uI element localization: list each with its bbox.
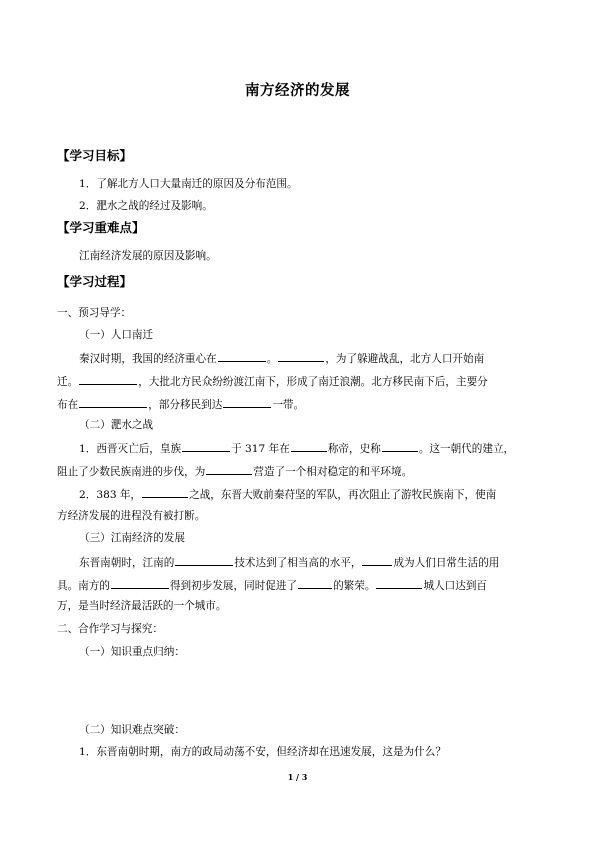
- question-1: 1．东晋南朝时期，南方的政局动荡不安，但经济却在迅速发展，这是为什么？: [79, 746, 446, 758]
- fill-blank[interactable]: [298, 577, 332, 589]
- section-heading-process: 【学习过程】: [57, 274, 133, 289]
- text-fragment: ，部分移民到达: [148, 399, 223, 411]
- text-fragment: 迁。: [57, 376, 79, 388]
- migration-line-2: [57, 373, 488, 389]
- migration-line-1: [79, 350, 484, 366]
- text-fragment: 城人口达到百: [423, 580, 488, 592]
- text-fragment: 的繁荣。: [333, 580, 376, 592]
- fill-blank[interactable]: [278, 350, 324, 362]
- text-fragment: 阻止了少数民族南进的步伐，为: [57, 466, 206, 478]
- text-fragment: 于 317 年在: [231, 443, 290, 455]
- text-fragment: 具。南方的: [57, 580, 110, 592]
- fill-blank[interactable]: [362, 554, 392, 566]
- subsection-title-migration: （一）人口南迁: [79, 329, 154, 341]
- fill-blank[interactable]: [111, 577, 169, 589]
- goal-item-1: 1．了解北方人口大量南迁的原因及分布范围。: [79, 178, 298, 190]
- key-points-text: 江南经济发展的原因及影响。: [79, 250, 217, 262]
- fill-blank[interactable]: [376, 577, 422, 589]
- text-fragment: 。: [266, 353, 278, 365]
- text-fragment: 秦汉时期，我国的经济重心在: [79, 353, 217, 365]
- jiangnan-line-2: [57, 577, 487, 593]
- page-indicator: 1 / 3: [287, 772, 308, 782]
- text-fragment: 之战，东晋大败前秦苻坚的军队，再次阻止了游牧民族南下，使南: [189, 489, 497, 501]
- document-title: 南方经济的发展: [245, 83, 350, 99]
- feishui-line-1: [79, 440, 514, 456]
- subsection-title-jiangnan: （三）江南经济的发展: [79, 532, 185, 544]
- feishui-line-3: [79, 486, 496, 502]
- part2-subsection-difficulty: （二）知识难点突破：: [79, 724, 185, 736]
- text-fragment: 称帝，史称: [327, 443, 381, 455]
- text-fragment: 得到初步发展，同时促进了: [169, 580, 298, 592]
- text-fragment: 。这一朝代的建立，: [418, 443, 515, 455]
- part1-title: 一、预习导学：: [57, 307, 132, 319]
- fill-blank[interactable]: [218, 350, 266, 362]
- text-fragment: ，大批北方民众纷纷渡江南下，形成了南迁浪潮。北方移民南下后，主要分: [138, 376, 488, 388]
- part2-subsection-key-summary: （一）知识重点归纳：: [79, 646, 185, 658]
- subsection-title-feishui: （二）淝水之战: [79, 419, 154, 431]
- fill-blank[interactable]: [182, 440, 230, 452]
- section-heading-goals: 【学习目标】: [57, 148, 133, 163]
- jiangnan-line-1: [79, 554, 499, 570]
- migration-line-3: [57, 396, 304, 412]
- text-fragment: 1．西晋灭亡后，皇族: [79, 443, 182, 455]
- feishui-line-4: 方经济发展的进程没有被打断。: [57, 510, 206, 522]
- text-fragment: 一带。: [272, 399, 305, 411]
- fill-blank[interactable]: [382, 440, 418, 452]
- part2-title: 二、合作学习与探究：: [57, 623, 163, 635]
- feishui-line-2: [57, 463, 412, 479]
- text-fragment: 布在: [57, 399, 79, 411]
- fill-blank[interactable]: [223, 396, 271, 408]
- fill-blank[interactable]: [206, 463, 252, 475]
- text-fragment: ，为了躲避战乱，北方人口开始南: [325, 353, 485, 365]
- fill-blank[interactable]: [142, 486, 188, 498]
- text-fragment: 营造了一个相对稳定的和平环境。: [253, 466, 413, 478]
- fill-blank[interactable]: [291, 440, 327, 452]
- text-fragment: 成为人们日常生活的用: [393, 557, 500, 569]
- text-fragment: 2．383 年，: [79, 489, 142, 501]
- fill-blank[interactable]: [79, 396, 147, 408]
- fill-blank[interactable]: [175, 554, 233, 566]
- text-fragment: 东晋南朝时，江南的: [79, 557, 175, 569]
- goal-item-2: 2．淝水之战的经过及影响。: [79, 200, 213, 212]
- fill-blank[interactable]: [79, 373, 137, 385]
- text-fragment: 技术达到了相当高的水平，: [234, 557, 362, 569]
- jiangnan-line-3: 万，是当时经济最活跃的一个城市。: [57, 600, 227, 612]
- section-heading-key-points: 【学习重难点】: [57, 220, 145, 235]
